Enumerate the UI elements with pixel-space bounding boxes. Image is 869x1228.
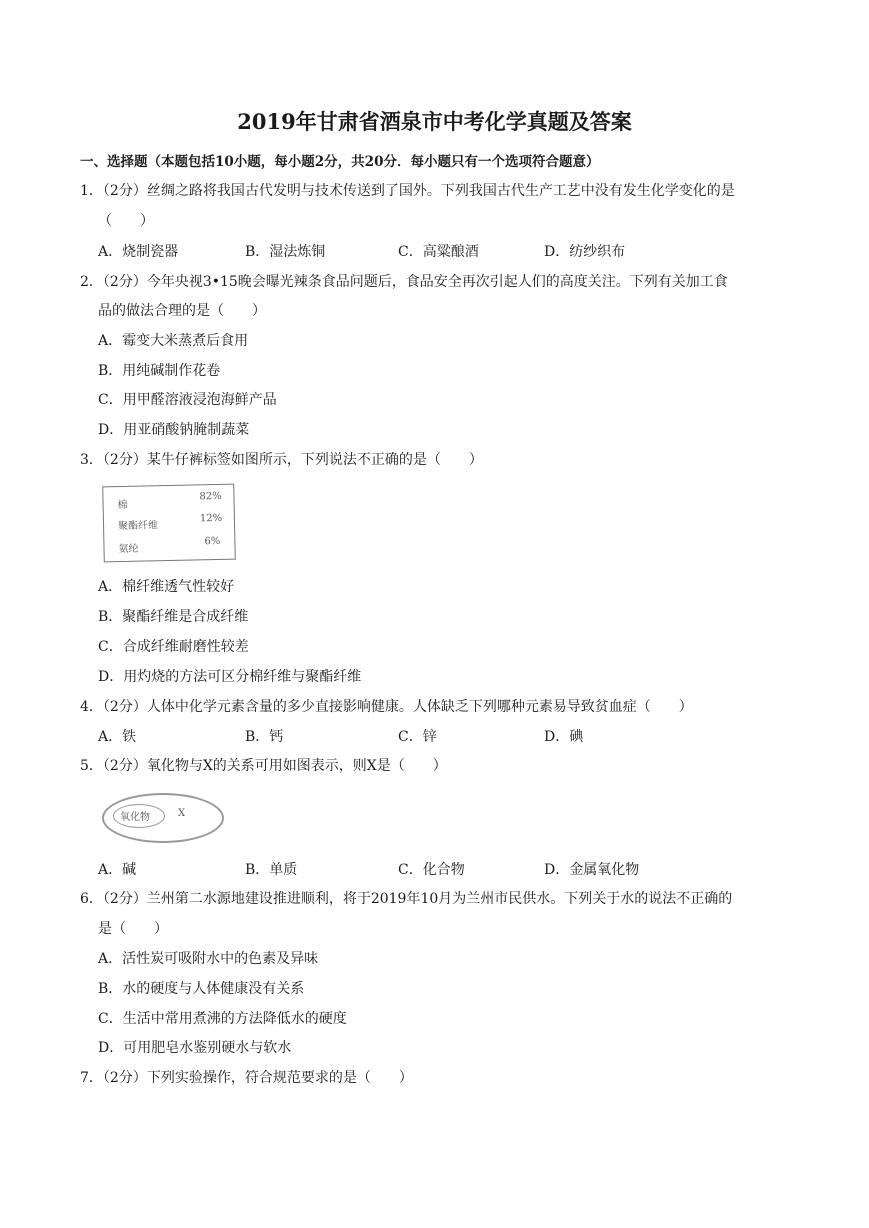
label-row-spandex-name: 氨纶	[118, 543, 139, 556]
q1-option-a: A．烧制瓷器	[98, 244, 179, 260]
label-row-polyester-pct: 12%	[199, 512, 223, 525]
q4-option-a: A．铁	[98, 729, 137, 745]
q1-stem-line1: 1．（2分）丝绸之路将我国古代发明与技术传送到了国外。下列我国古代生产工艺中没有发生化学变化的是	[80, 183, 735, 199]
q6-stem-line1: 6．（2分）兰州第二水源地建设推进顺利，将于2019年10月为兰州市民供水。下列关于水的说法不正确的	[80, 891, 733, 907]
q7-stem: 7．（2分）下列实验操作，符合规范要求的是（ ）	[80, 1070, 413, 1086]
q5-option-b: B．单质	[245, 862, 298, 878]
q5-option-c: C．化合物	[398, 862, 465, 878]
q2-stem-line2: 品的做法合理的是（ ）	[98, 303, 266, 319]
q3-option-a: A．棉纤维透气性较好	[98, 579, 235, 595]
q1-option-b: B．湿法炼铜	[245, 244, 326, 260]
section-heading: 一、选择题（本题包括10小题，每小题2分，共20分．每小题只有一个选项符合题意）	[80, 154, 600, 170]
q4-option-c: C．锌	[398, 729, 437, 745]
page-title: 2019年甘肃省酒泉市中考化学真题及答案	[237, 109, 632, 134]
q4-stem: 4．（2分）人体中化学元素含量的多少直接影响健康。人体缺乏下列哪种元素易导致贫血症（ ）	[80, 699, 693, 715]
label-row-cotton-name: 棉	[117, 499, 128, 512]
label-row-spandex-pct: 6%	[204, 535, 221, 548]
label-row-polyester-name: 聚酯纤维	[117, 520, 159, 533]
q6-option-a: A．活性炭可吸附水中的色素及异味	[98, 951, 319, 967]
q1-option-c: C．高粱酿酒	[398, 244, 479, 260]
q2-stem-line1: 2．（2分）今年央视3•15晚会曝光辣条食品问题后，食品安全再次引起人们的高度关注。下列有关加工食	[80, 274, 728, 290]
set-diagram-inner-label: 氧化物	[120, 812, 150, 823]
jeans-label-figure	[102, 484, 236, 563]
q3-option-d: D．用灼烧的方法可区分棉纤维与聚酯纤维	[98, 669, 362, 685]
q1-option-d: D．纺纱织布	[544, 244, 626, 260]
q2-option-a: A．霉变大米蒸煮后食用	[98, 333, 249, 349]
set-diagram-outer-label: X	[178, 808, 186, 819]
q2-option-b: B．用纯碱制作花卷	[98, 363, 221, 379]
q4-option-d: D．碘	[544, 729, 584, 745]
q5-option-a: A．碱	[98, 862, 137, 878]
q3-option-b: B．聚酯纤维是合成纤维	[98, 609, 249, 625]
q4-option-b: B．钙	[245, 729, 284, 745]
q3-stem: 3．（2分）某牛仔裤标签如图所示，下列说法不正确的是（ ）	[80, 452, 483, 468]
q3-option-c: C．合成纤维耐磨性较差	[98, 639, 249, 655]
q5-stem: 5．（2分）氧化物与X的关系可用如图表示，则X是（ ）	[80, 758, 447, 774]
q6-stem-line2: 是（ ）	[98, 921, 168, 937]
q1-stem-line2: （ ）	[98, 213, 154, 229]
q2-option-c: C．用甲醛溶液浸泡海鲜产品	[98, 392, 277, 408]
q6-option-d: D．可用肥皂水鉴别硬水与软水	[98, 1040, 292, 1056]
label-row-cotton-pct: 82%	[199, 490, 222, 503]
q6-option-b: B．水的硬度与人体健康没有关系	[98, 981, 305, 997]
q2-option-d: D．用亚硝酸钠腌制蔬菜	[98, 422, 250, 438]
q5-option-d: D．金属氧化物	[544, 862, 640, 878]
q6-option-c: C．生活中常用煮沸的方法降低水的硬度	[98, 1011, 347, 1027]
